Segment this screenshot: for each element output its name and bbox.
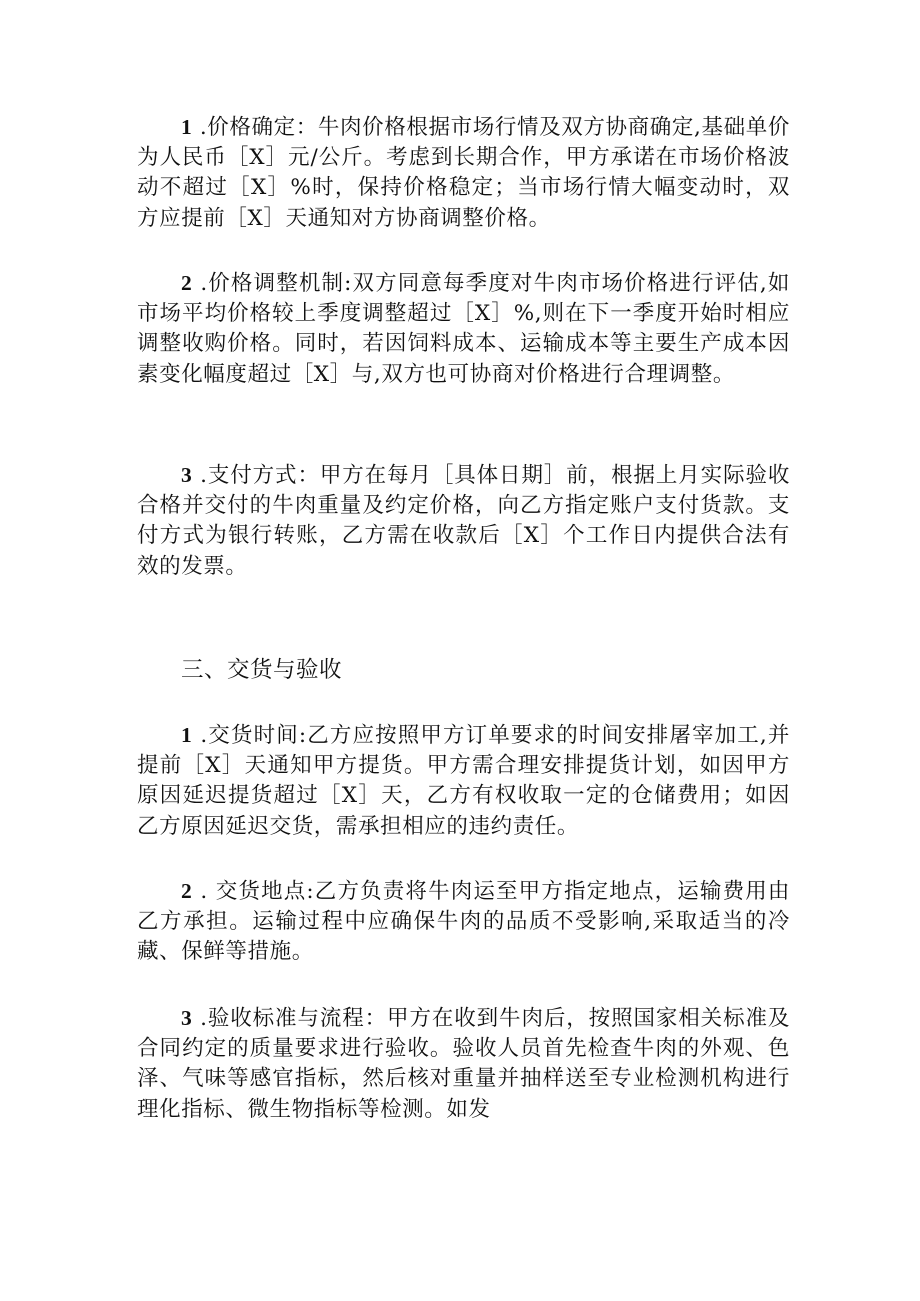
section-heading-delivery: 三、交货与验收: [181, 657, 343, 683]
clause-text: .支付方式：甲方在每月［具体日期］前，根据上月实际验收合格并交付的牛肉重量及约定价格，向乙方指定账户支付货款。支付方式为银行转账，乙方需在收款后［X］个工作日内提供合法有效的发票。: [137, 463, 790, 579]
clause-number: 3: [181, 463, 193, 487]
clause-text: .验收标准与流程：甲方在收到牛肉后，按照国家相关标准及合同约定的质量要求进行验收。验收人员首先检查牛肉的外观、色泽、气味等感官指标，然后核对重量并抽样送至专业检测机构进行理化指标、微生物指标等检测。如发: [137, 1006, 790, 1122]
clause-delivery-time: [137, 720, 790, 842]
clause-text: .价格确定：牛肉价格根据市场行情及双方协商确定,基础单价为人民币［X］元/公斤。考虑到长期合作，甲方承诺在市场价格波动不超过［X］%时，保持价格稳定；当市场行情大幅变动时，双方应提前［X］天通知对方协商调整价格。: [137, 115, 790, 231]
clause-number: 1: [181, 115, 193, 139]
clause-number: 1: [181, 723, 193, 747]
clause-price-adjustment: [137, 268, 790, 390]
clause-number: 2: [181, 271, 193, 295]
clause-delivery-location: [137, 876, 790, 968]
clause-acceptance-standard: [137, 1003, 790, 1125]
clause-text: .价格调整机制:双方同意每季度对牛肉市场价格进行评估,如市场平均价格较上季度调整超过［X］%,则在下一季度开始时相应调整收购价格。同时，若因饲料成本、运输成本等主要生产成本因素变化幅度超过［X］与,双方也可协商对价格进行合理调整。: [137, 271, 790, 387]
clause-payment-method: [137, 460, 790, 582]
clause-text: . 交货地点:乙方负责将牛肉运至甲方指定地点，运输费用由乙方承担。运输过程中应确保牛肉的品质不受影响,采取适当的冷藏、保鲜等措施。: [137, 879, 790, 965]
clause-text: .交货时间:乙方应按照甲方订单要求的时间安排屠宰加工,并提前［X］天通知甲方提货。甲方需合理安排提货计划，如因甲方原因延迟提货超过［X］天，乙方有权收取一定的仓储费用；如因乙方原因延迟交货，需承担相应的违约责任。: [137, 723, 790, 839]
clause-number: 3: [181, 1006, 193, 1030]
clause-price-determination: [137, 112, 790, 234]
clause-number: 2: [181, 879, 193, 903]
